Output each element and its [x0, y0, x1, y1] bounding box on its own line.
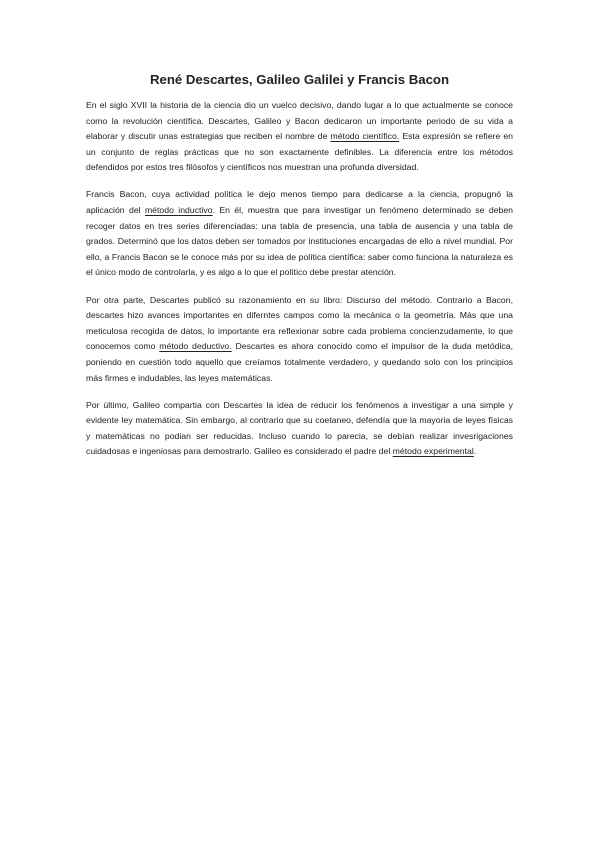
paragraph-text: Por último, Galileo compartia con Descartes la idea de reducir los fenómenos a investigar a una simple y evidente ley matemática. Sin embargo, al contrario que su coetaneo, defendía que la mayoria de leyes físicas y matemáticas no podian ser reducidas. Incluso cuando lo parecia, se debían realizar invesrigaciones cuidadosas e ingeniosas para demostrarlo. Galileo es considerado el padre del: [86, 399, 513, 457]
paragraph-galileo: [86, 398, 513, 460]
paragraph-text: Francis Bacon, cuya actividad política le dejo menos tiempo para dedicarse a la ciencia, propugnó la aplicación del: [86, 189, 513, 216]
paragraph-text: .: [473, 446, 477, 457]
paragraph-descartes: [86, 293, 513, 387]
paragraph-text: . En él, muestra que para investigar un fenómeno determinado se deben recoger datos en tres series diferenciadas: una tabla de presencia, una tabla de ausencia y una tabla de grados. Determinó que los datos deben ser tomados por instituciones encargadas de ello a nivel mundial. Por ello, a Francis Bacon se le conoce más por su idea de política científica: saber como funciona la naturaleza es el único modo de controlarla, y es algo a lo que el político debe prestar atención.: [86, 205, 513, 278]
term-metodo-cientifico: método científico.: [330, 131, 400, 142]
paragraph-text: Descartes es ahora conocido como el impulsor de la duda metódica, poniendo en cuestión todo aquello que creíamos totalmente verdadero, y quedando solo con los principios más firmes e indudables, las leyes matemáticas.: [86, 341, 514, 383]
term-metodo-deductivo: método deductivo.: [159, 341, 232, 352]
paragraph-bacon: [86, 187, 513, 281]
paragraph-text: En el siglo XVII la historia de la ciencia dio un vuelco decisivo, dando lugar a lo que actualmente se conoce como la revolución científica. Descartes, Galileo y Bacon dedicaron un importante periodo de su vida a elaborar y discutir unas estrategias que reciben el nombre de: [86, 100, 513, 142]
document-body: [86, 98, 513, 471]
paragraph-text: Por otra parte, Descartes publicó su razonamiento en su libro: Discurso del método. Contrario a Bacon, descartes hizo avances importantes en diferntes campos como la mecánica o la geometría. Más que una meticulosa recogida de datos, lo importante era reflexionar sobre cada problema concienzudamente, lo que conocemos como: [86, 294, 513, 352]
term-metodo-inductivo: método inductivo: [144, 205, 213, 216]
term-metodo-experimental: método experimental: [392, 446, 474, 457]
paragraph-intro: [86, 98, 513, 176]
document-title: René Descartes, Galileo Galilei y Francis Bacon: [149, 72, 450, 87]
paragraph-text: Esta expresión se refiere en un conjunto de reglas prácticas que no son exactamente definibles. La diferencia entre los métodos defendidos por estos tres filósofos y científicos nos muestran una profunda diversidad.: [86, 131, 514, 173]
